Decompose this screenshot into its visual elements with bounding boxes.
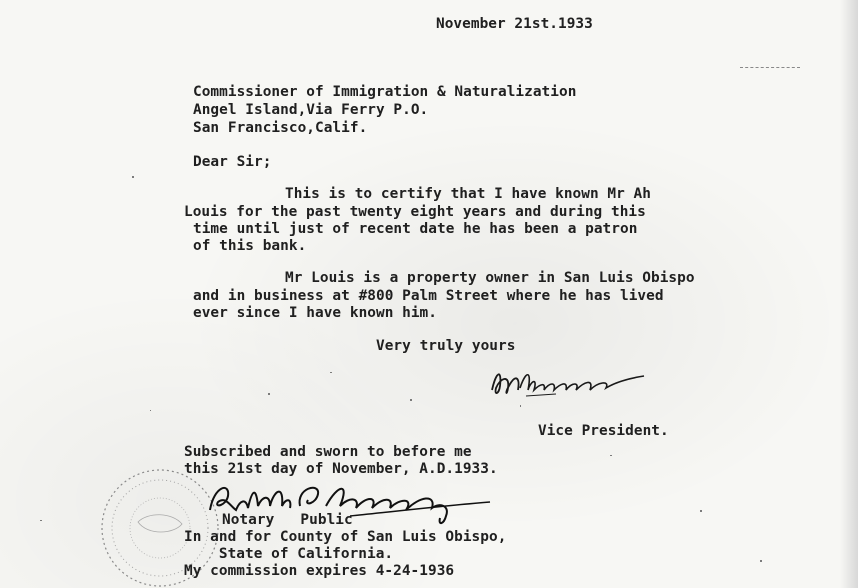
salutation: Dear Sir; [193, 154, 272, 170]
scan-speck [610, 455, 612, 456]
scan-speck [132, 176, 134, 178]
scan-speck [520, 405, 521, 407]
paragraph-1-line-2: Louis for the past twenty eight years and during this [184, 204, 646, 220]
paragraph-1-line-1: This is to certify that I have known Mr Ah [285, 186, 651, 202]
jurisdiction-line-2: State of California. [184, 546, 394, 562]
paragraph-1-line-4: of this bank. [193, 238, 307, 254]
signer-title: Vice President. [538, 423, 669, 439]
scan-speck [268, 393, 270, 395]
recipient-line-2: Angel Island,Via Ferry P.O. [193, 102, 429, 118]
closing: Very truly yours [376, 338, 516, 354]
scan-speck [330, 372, 332, 373]
scan-speck [40, 520, 42, 521]
recipient-line-1: Commissioner of Immigration & Naturalization [193, 84, 577, 100]
jurisdiction-line-1: In and for County of San Luis Obispo, [184, 529, 507, 545]
scan-speck [150, 410, 151, 411]
letter-date: November 21st.1933 [436, 16, 593, 32]
scan-speck [700, 510, 702, 512]
page-edge-shadow [840, 0, 858, 588]
notary-title: Notary Public [222, 512, 353, 528]
paragraph-2-line-3: ever since I have known him. [193, 305, 437, 321]
vice-president-signature [486, 360, 656, 405]
scan-speck [760, 560, 762, 562]
paragraph-1-line-3: time until just of recent date he has been a patron [193, 221, 638, 237]
notary-line-2: this 21st day of November, A.D.1933. [184, 461, 498, 477]
paragraph-2-line-2: and in business at #800 Palm Street where he has lived [193, 288, 664, 304]
commission-expiry: My commission expires 4-24-1936 [184, 563, 455, 579]
scan-mark [740, 67, 800, 69]
paragraph-2-line-1: Mr Louis is a property owner in San Luis Obispo [285, 270, 695, 286]
notary-line-1: Subscribed and sworn to before me [184, 444, 472, 460]
recipient-line-3: San Francisco,Calif. [193, 120, 368, 136]
scan-speck [410, 399, 412, 401]
